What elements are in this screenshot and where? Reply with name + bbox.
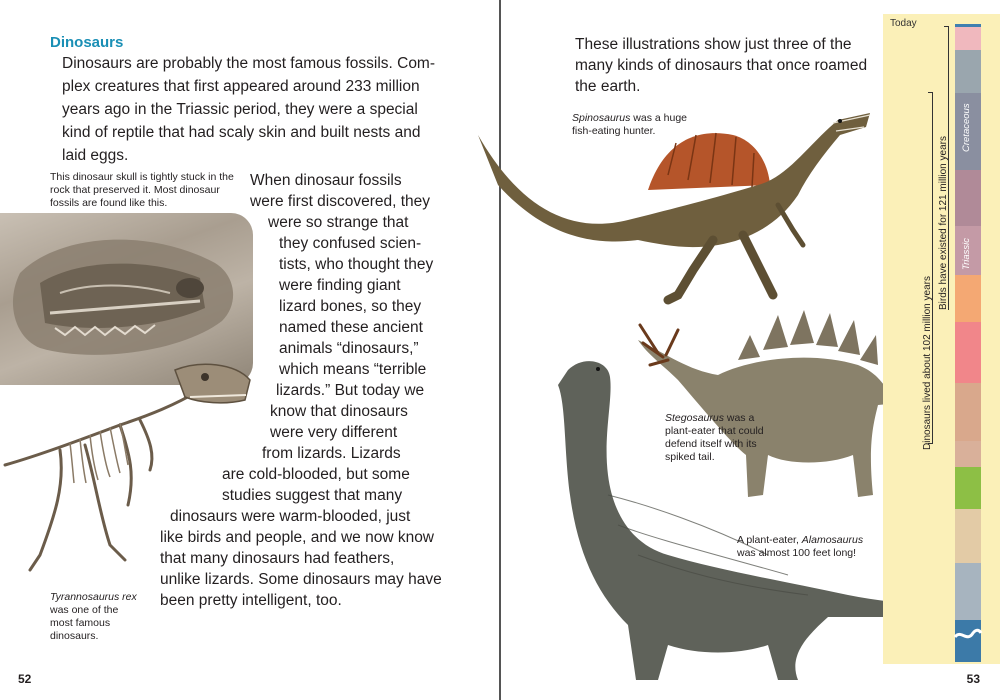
timeline-segment (955, 50, 981, 93)
page-number-right: 53 (966, 672, 980, 686)
body-line: are cold-blooded, but some (222, 466, 410, 483)
stegosaurus-caption-name: Stegosaurus (665, 412, 724, 424)
body-line: When dinosaur fossils (250, 172, 402, 189)
body-line: that many dinosaurs had feathers, (160, 550, 395, 567)
body-line: tists, who thought they (279, 256, 434, 273)
body-line: lizard bones, so they (279, 298, 422, 315)
body-line: were so strange that (268, 214, 409, 231)
dinosaurs-span-tick-top (928, 92, 933, 93)
body-line: animals “dinosaurs,” (279, 340, 419, 357)
cretaceous-label: Cretaceous (961, 103, 972, 152)
intro-line: kind of reptile that had scaly skin and built nests and (62, 124, 421, 141)
body-line: which means “terrible (279, 361, 427, 378)
body-line: lizards.” But today we (276, 382, 425, 399)
spinosaurus-caption-text: was a huge fish-eating hunter. (572, 112, 687, 137)
intro-line: Dinosaurs are probably the most famous fossils. Com- (62, 55, 436, 72)
trex-caption-text: was one of the most famous dinosaurs. (50, 604, 119, 642)
timeline-segment (955, 563, 981, 620)
intro-line: plex creatures that first appeared around 233 million (62, 78, 420, 95)
triassic-label: Triassic (961, 237, 972, 270)
body-line: dinosaurs were warm-blooded, just (170, 508, 411, 525)
body-line: were first discovered, they (250, 193, 431, 210)
timeline-break-icon (953, 625, 983, 645)
body-line: were very different (270, 424, 398, 441)
spinosaurus-caption-name: Spinosaurus (572, 112, 631, 124)
birds-span-label: Birds have existed for 121 million years (938, 136, 949, 310)
intro-paragraph (62, 52, 447, 167)
timeline-segment (955, 467, 981, 509)
body-line: like birds and people, and we now know (160, 529, 435, 546)
stegosaurus-caption-text: was a plant-eater that could defend itself with its spiked tail. (665, 412, 764, 463)
timeline-segment (955, 27, 981, 50)
timeline-segment (955, 509, 981, 563)
dinosaurs-span-label: Dinosaurs lived about 102 million years (922, 276, 933, 450)
right-intro-line: These illustrations show just three of the (575, 36, 852, 53)
timeline-segment (955, 275, 981, 322)
timeline-segment (955, 170, 981, 226)
body-line: they confused scien- (279, 235, 422, 252)
body-line: were finding giant (279, 277, 401, 294)
birds-span-tick-top (944, 26, 949, 27)
right-intro-paragraph (575, 34, 867, 97)
alamosaurus-caption-name: Alamosaurus (801, 534, 864, 546)
fossil-caption: This dinosaur skull is tightly stuck in the rock that preserved it. Most dinosaur fossils are found like this. (50, 171, 234, 209)
timeline-segment (955, 441, 981, 467)
body-line: been pretty intelligent, too. (160, 592, 342, 609)
body-line: from lizards. Lizards (262, 445, 401, 462)
page-number-left: 52 (18, 672, 32, 686)
body-line: unlike lizards. Some dinosaurs may have (160, 571, 442, 588)
body-line: studies suggest that many (222, 487, 403, 504)
right-intro-line: many kinds of dinosaurs that once roamed (575, 57, 868, 74)
alamosaurus-caption-prefix: A plant-eater, (737, 534, 802, 546)
intro-line: laid eggs. (62, 147, 129, 164)
section-heading: Dinosaurs (50, 34, 124, 51)
trex-caption (50, 591, 140, 643)
timeline-segment (955, 383, 981, 441)
alamosaurus-caption-text: was almost 100 feet long! (737, 547, 857, 559)
timeline-today-label: Today (890, 18, 917, 29)
intro-line: years ago in the Triassic period, they were a special (62, 101, 418, 118)
spinosaurus-illustration (478, 105, 873, 305)
geologic-timeline (883, 14, 1000, 664)
timeline-segment (955, 322, 981, 383)
body-line: named these ancient (279, 319, 423, 336)
body-line: know that dinosaurs (270, 403, 408, 420)
right-intro-line: the earth. (575, 78, 641, 95)
trex-caption-name: Tyrannosaurus rex (50, 591, 137, 603)
alamosaurus-caption (737, 534, 867, 560)
